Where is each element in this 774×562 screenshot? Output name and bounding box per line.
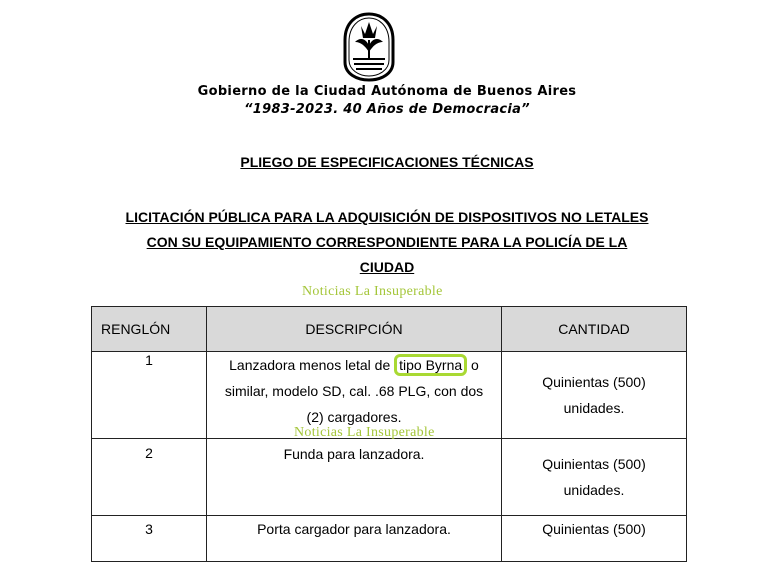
column-header-renglon: RENGLÓN [92, 307, 207, 352]
description-text: Lanzadora menos letal de [229, 357, 395, 373]
table-header-row [92, 307, 687, 352]
watermark-text: Noticias La Insuperable [294, 425, 435, 440]
document-subject [100, 205, 674, 280]
row-description: Porta cargador para lanzadora. [207, 516, 502, 562]
highlighted-text: tipo Byrna [394, 354, 467, 376]
row-number: 1 [92, 352, 207, 439]
quantity-line: unidades. [563, 482, 625, 498]
row-quantity: Quinientas (500) [502, 516, 687, 562]
row-quantity [502, 352, 687, 439]
description-text: o [467, 357, 479, 373]
subject-line: LICITACIÓN PÚBLICA PARA LA ADQUISICIÓN DE DISPOSITIVOS NO LETALES [125, 209, 649, 225]
watermark-text: Noticias La Insuperable [302, 284, 443, 299]
table-row [92, 516, 687, 562]
row-description: Funda para lanzadora. [207, 439, 502, 516]
description-line [207, 352, 501, 378]
description-line: (2) cargadores. [306, 409, 402, 425]
row-number: 2 [92, 439, 207, 516]
subject-line: CIUDAD [359, 259, 415, 275]
description-line: similar, modelo SD, cal. .68 PLG, con dos [224, 383, 484, 399]
quantity-line: unidades. [563, 400, 625, 416]
column-header-cantidad: CANTIDAD [502, 307, 687, 352]
column-header-descripcion: DESCRIPCIÓN [207, 307, 502, 352]
row-number: 3 [92, 516, 207, 562]
subject-line: CON SU EQUIPAMIENTO CORRESPONDIENTE PARA LA POLICÍA DE LA [146, 234, 628, 250]
quantity-line: Quinientas (500) [542, 374, 646, 390]
government-name: Gobierno de la Ciudad Autónoma de Buenos Aires [197, 84, 577, 99]
quantity-line: Quinientas (500) [542, 456, 646, 472]
motto: “1983-2023. 40 Años de Democracia” [244, 102, 530, 117]
city-seal-logo [341, 12, 397, 82]
row-quantity [502, 439, 687, 516]
table-row [92, 439, 687, 516]
document-title: PLIEGO DE ESPECIFICACIONES TÉCNICAS [240, 154, 534, 170]
